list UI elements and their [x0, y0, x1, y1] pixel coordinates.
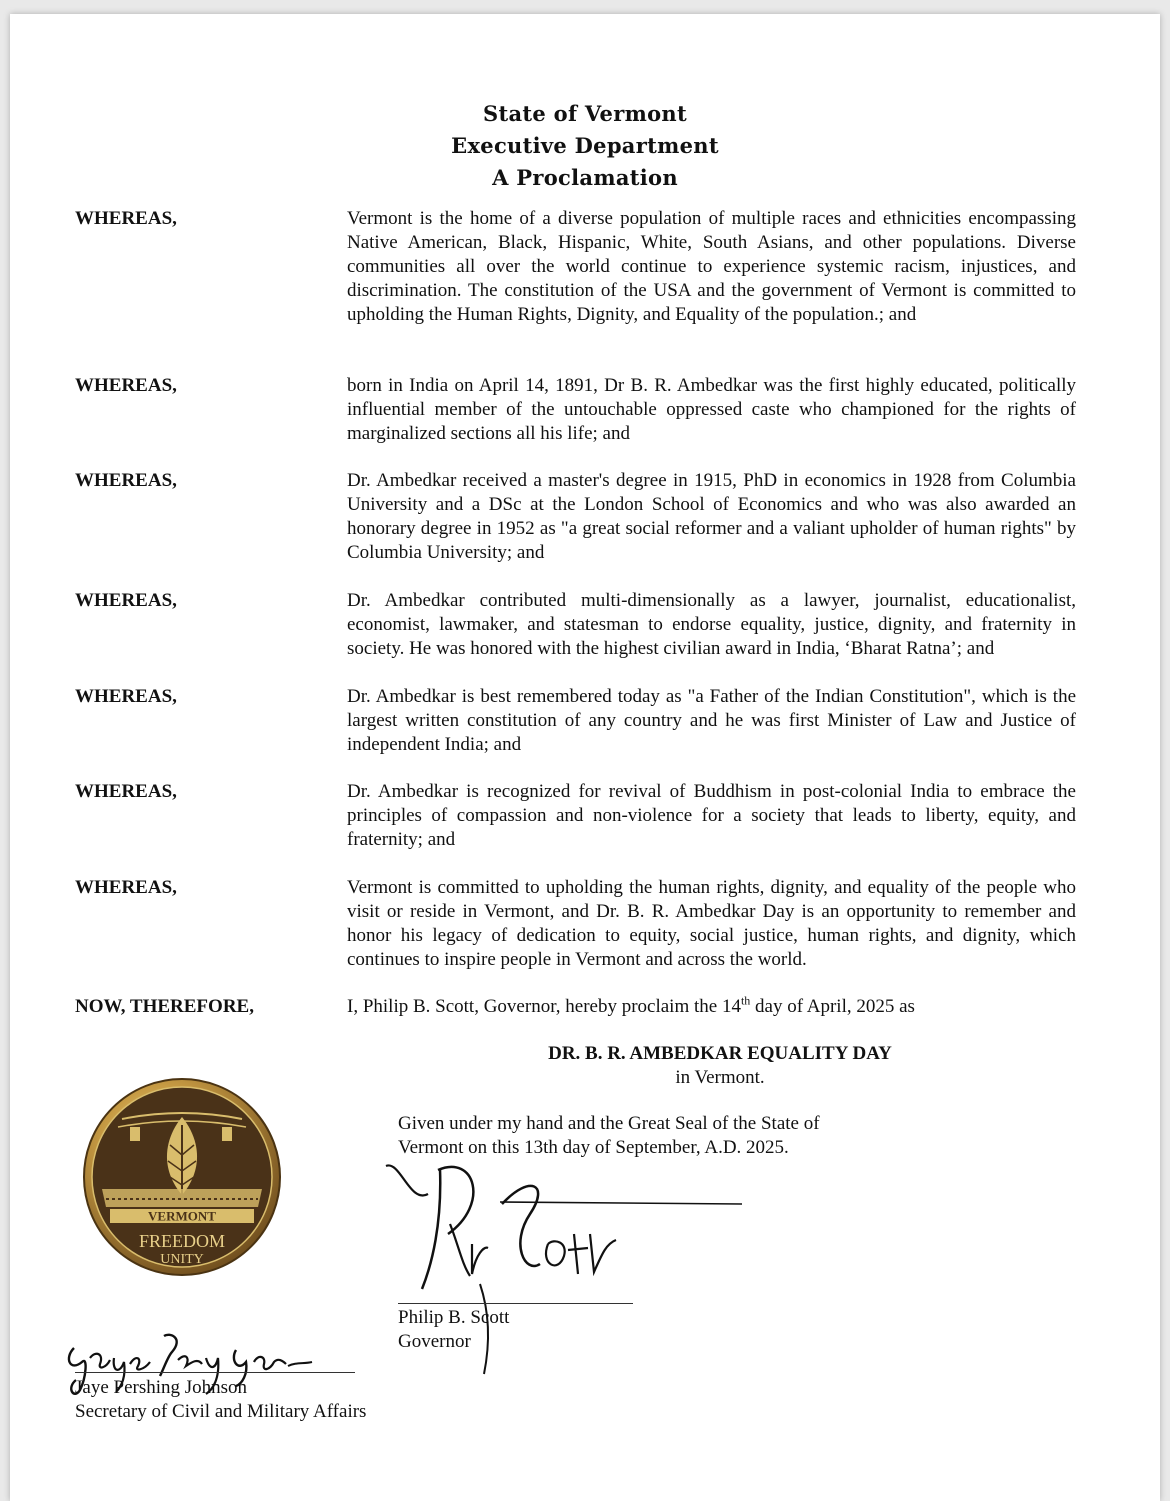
clause-text: Vermont is the home of a diverse population of multiple races and ethnicities encompassing Native American, Black, Hispanic, White, South Asians, and other populations. Diverse communities all over the world continue to experience systemic racism, injustices, and discrimination. The constitution of the USA and the government of Vermont is committed to upholding the Human Rights, Dignity, and Equality of the population.; and: [347, 208, 1076, 325]
given-line-1: Given under my hand and the Great Seal of the State of: [398, 1113, 820, 1134]
given-line-2: Vermont on this 13th day of September, A.D. 2025.: [398, 1137, 789, 1158]
clause-text: Vermont is committed to upholding the human rights, dignity, and equality of the people who visit or reside in Vermont, and Dr. B. R. Ambedkar Day is an opportunity to remember and honor his legacy of dedication to equity, social justice, human rights, and dignity, which continues to inspire people in Vermont and across the world.: [347, 877, 1076, 970]
governor-name: Philip B. Scott: [398, 1307, 510, 1328]
ordinal-suffix: th: [740, 993, 751, 1008]
clause-text: Dr. Ambedkar received a master's degree in 1915, PhD in economics in 1928 from Columbia University and a DSc at the London School of Economics and who was also awarded an honorary degree in 1952 as "a great social reformer and a valiant upholder of human rights" by Columbia University; and: [347, 470, 1076, 563]
therefore-text: [347, 995, 1076, 1019]
secretary-signature-line: [75, 1372, 355, 1373]
therefore-label: NOW, THEREFORE,: [75, 996, 254, 1017]
secretary-name: Jaye Pershing Johnson: [75, 1377, 248, 1398]
seal-text-top: VERMONT: [148, 1208, 216, 1224]
clause-label: WHEREAS,: [75, 470, 177, 491]
therefore-text-after: day of April, 2025 as: [750, 996, 915, 1017]
clause-text: Dr. Ambedkar is recognized for revival of Buddhism in post-colonial India to embrace the principles of compassion and non-violence for a society that leads to liberty, equity, and fraternity; and: [347, 781, 1076, 850]
clause-text: born in India on April 14, 1891, Dr B. R. Ambedkar was the first highly educated, politically influential member of the untouchable oppressed caste who championed for the rights of marginalized sections all his life; and: [347, 375, 1076, 444]
clause-label: WHEREAS,: [75, 781, 177, 802]
day-location: in Vermont.: [675, 1067, 765, 1088]
day-name: DR. B. R. AMBEDKAR EQUALITY DAY: [548, 1043, 892, 1064]
clause-label: WHEREAS,: [75, 686, 177, 707]
header-state: State of Vermont: [483, 101, 687, 126]
header-department: Executive Department: [451, 133, 719, 158]
governor-block: [398, 1306, 509, 1354]
governor-title: Governor: [398, 1331, 471, 1352]
therefore-text-before: I, Philip B. Scott, Governor, hereby proclaim the 14: [347, 996, 741, 1017]
governor-signature-line: [398, 1303, 633, 1304]
seal-text-line2: UNITY: [160, 1252, 204, 1267]
clause-label: WHEREAS,: [75, 877, 177, 898]
vermont-seal: [82, 1077, 282, 1277]
secretary-block: [75, 1376, 366, 1424]
clause-text: Dr. Ambedkar contributed multi-dimensionally as a lawyer, journalist, educationalist, economist, lawmaker, and statesman to endorse equality, justice, dignity, and fraternity in society. He was honored with the highest civilian award in India, ‘Bharat Ratna’; and: [347, 590, 1076, 659]
clause-label: WHEREAS,: [75, 375, 177, 396]
secretary-title: Secretary of Civil and Military Affairs: [75, 1401, 367, 1422]
proclamation-page: [10, 14, 1160, 1501]
clause-text: Dr. Ambedkar is best remembered today as "a Father of the Indian Constitution", which is the largest written constitution of any country and he was first Minister of Law and Justice of independent India; and: [347, 686, 1076, 755]
seal-text-line1: FREEDOM: [138, 1231, 226, 1251]
given-statement: [398, 1112, 918, 1160]
document-header: [10, 98, 1160, 194]
header-proclamation: A Proclamation: [492, 165, 678, 190]
clause-label: WHEREAS,: [75, 208, 177, 229]
clause-label: WHEREAS,: [75, 590, 177, 611]
